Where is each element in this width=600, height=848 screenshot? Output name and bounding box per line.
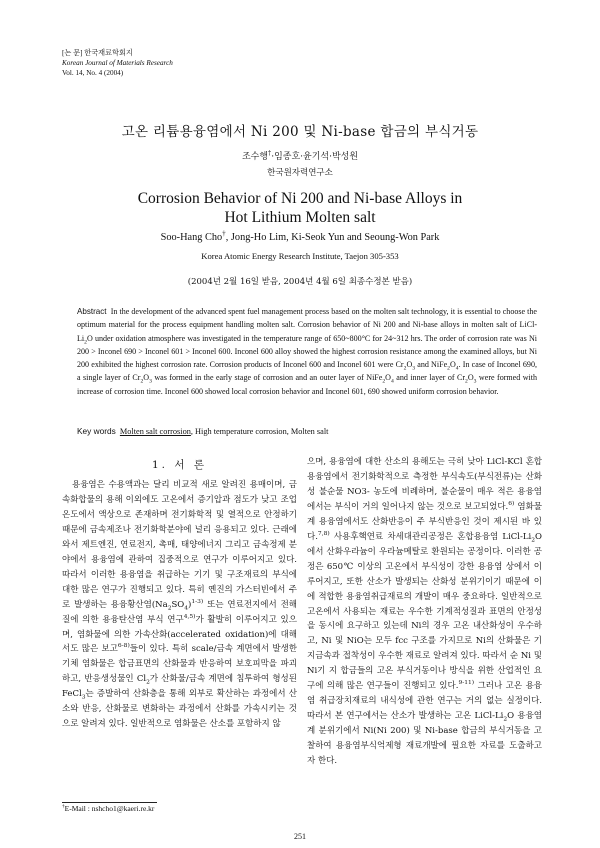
citation: 6-8): [117, 642, 130, 650]
body-text: O에서 산화우라늄이 우라늄메탈로 환원되는 공정이다. 이러한 공정은 650℃ 이상의 고온에서 부식성이 강한 용융염 상에서 이루어지고, 또한 산소가 발생되는 산화성 분위기이기 때문에 이에 적합한 용융염취급재료의 개발이 매우 중요하다. 일반적으로 고온에서 사용되는 재료는 우수한 기계적성질과 표면의 안정성을 동시에 요구하고 있는데 Ni의 경우 고온 내산화성이 우수하고, Ni 및 NiO는 모두 fcc 구조를 가지므로 Ni의 산화물은 기지금속과 접착성이 우수한 재료로 알려져 있다. 따라서 순 Ni 및 Ni기 지 합금들의 고온 부식거동이나 방식을 위한 산업적인 요구에 의해 많은 연구들이 진행되고 있다.: [307, 531, 542, 692]
subscript: 2: [84, 339, 87, 346]
body-text: ): [188, 599, 192, 610]
subscript: 2: [382, 379, 386, 386]
page-number: 251: [294, 832, 306, 841]
keywords-label: Key words: [77, 426, 116, 436]
journal-name: Korean Journal of Materials Research: [62, 59, 173, 67]
korean-coauthors: ·임종호·윤기석·박성원: [271, 152, 359, 162]
subscript: 4: [184, 604, 189, 612]
abstract-text: O: [385, 373, 391, 383]
subscript: 2: [447, 365, 450, 372]
body-text: 가 산화물/금속 계면에 침투하여 형성된 FeCl: [62, 674, 297, 700]
left-column: [62, 478, 297, 732]
abstract-text: and inner layer of Cr: [393, 373, 466, 383]
body-text: 는 증발하여 산화층을 통해 외부로 확산하는 과정에서 산소와 반응, 산화물로 변화하는 과정에서 산화를 가속시키는 것으로 알려져 있다. 일반적으로 염화물은 산소를 포함하지 않: [62, 689, 297, 730]
received-dates: (2004년 2월 16일 받음, 2004년 4월 6일 최종수정본 받음): [187, 277, 413, 287]
abstract-text: . In case of Inconel 690, a single layer of Cr: [77, 360, 537, 383]
keywords: [77, 426, 328, 436]
abstract-text: O: [143, 373, 150, 383]
subscript: 3: [149, 379, 152, 386]
korean-title: 고온 리튬용융염에서 Ni 200 및 Ni-base 합금의 부식거동: [121, 124, 479, 140]
subscript: 3: [412, 365, 416, 372]
body-text: 용융염은 수용액과는 달리 비교적 새로 알려진 용매이며, 금속화합물의 용해 이외에도 고온에서 증기압과 점도가 낮고 조업온도에서 액상으로 존재하며 전기화학적 및 열적으로 안정하기 때문에 금속제조나 전기화학분야에 널리 응용되고 있다. 근래에 와서 제트엔진, 연료전지, 촉매, 태양에너지 그리고 금속정제 분야에서 용융염에 관하여 집중적으로 연구가 이루어지고 있다. 따라서 이러한 용융염을 취급하는 기기 및 구조재료의 부식에 대한 많은 연구가 진행되고 있다. 특히 옌진의 가스터빈에서 주로 발생하는 용융황산염(Na: [62, 480, 297, 610]
body-text: 염화물계 용융염에서도 산화반응이 주 부식반응인 것이 제시된 바 있다.: [307, 501, 542, 542]
footnote: [62, 804, 154, 813]
subscript: 2: [146, 679, 150, 687]
footnote-rule: [62, 802, 157, 803]
footnote-dagger: †: [62, 803, 65, 810]
korean-authors: [0, 149, 600, 162]
abstract-text: O: [467, 373, 474, 383]
abstract: [77, 305, 537, 398]
english-first-author: Soo-Hang Cho: [160, 232, 223, 243]
citation: 6): [508, 500, 515, 508]
section-heading: 1. 서 론: [152, 459, 207, 471]
citation: 9-11): [458, 679, 475, 687]
intro-paragraph: [62, 478, 297, 732]
subscript: 2: [167, 604, 172, 612]
english-authors: [0, 229, 600, 243]
citation: 1-3): [191, 597, 204, 605]
abstract-text: was formed in the early stage of corrosion and an outer layer of NiFe: [151, 373, 383, 383]
journal-header: [62, 48, 173, 78]
subscript: 2: [531, 536, 536, 544]
body-text: 사용후핵연료 차세대관리공정은 혼합용융염 LiCl-Li: [329, 531, 532, 542]
journal-volume: Vol. 14, No. 4 (2004): [62, 69, 124, 77]
subscript: 2: [403, 365, 407, 372]
abstract-label: Abstract: [77, 307, 107, 316]
body-text: 또는 연료전지에서 전해질에 의한 용융탄산염 부식 연구: [62, 599, 297, 625]
english-title: [0, 189, 600, 227]
footnote-email: E-Mail : nshcho1@kaeri.re.kr: [64, 804, 155, 813]
keyword-underlined: Molten salt corrosion: [119, 427, 191, 436]
subscript: 2: [503, 715, 508, 723]
english-affiliation: Korea Atomic Energy Research Institute, Taejon 305-353: [201, 251, 399, 261]
citation: 7,8): [317, 529, 330, 537]
subscript: 4: [455, 365, 459, 372]
citation: 4,5): [183, 612, 196, 620]
body-text: SO: [171, 599, 185, 610]
corresponding-dagger: †: [268, 150, 272, 157]
subscript: 3: [473, 379, 477, 386]
body-text: 으며, 용융염에 대한 산소의 용해도는 극히 낮아 LiCl-KCl 혼합용융염에서 전기화학적으로 측정한 부식속도(부식전류)는 산화성 불순물 NO3- 농도에 비례하며, 불순물이 매우 적은 용융염에서는 부식이 거의 일어나지 않는 것으로 보고되었다.: [307, 457, 542, 512]
intro-continuation: [307, 455, 542, 769]
subscript: 2: [140, 379, 144, 386]
journal-category: [논 문] 한국재료학회지: [62, 49, 133, 57]
english-title-line2: Hot Lithium Molten salt: [224, 209, 376, 226]
english-coauthors: , Jong-Ho Lim, Ki-Seok Yun and Seoung-Won Park: [225, 232, 440, 243]
korean-affiliation: 한국원자력연구소: [267, 168, 333, 178]
korean-first-author: 조수행: [241, 152, 269, 162]
abstract-text: O under oxidation atmosphere was investigated in the temperature range of 650~800°C for 24~312 hrs. The order of corrosion rate was Ni 200 > Inconel 690 > Inconel 601 > Inconel 600. Inconel 600 alloy showed the highest corrosion resistance among the examined alloys, but Ni 200 exhibited the highest corrosion rate. Corrosion products of Inconel 600 and Inconel 601 were Cr: [77, 333, 537, 370]
subscript: 3: [81, 694, 86, 702]
abstract-text: O: [406, 360, 413, 370]
abstract-text: O: [449, 360, 456, 370]
abstract-text: were formed with increase of corrosion time. Inconel 600 showed local corrosion behavior and Inconel 601, 690 showed uniform corrosion behavior.: [77, 373, 538, 396]
body-text: 들이 있다. 특히 scale/금속 계면에서 발생한 기체 염화물은 합금표면의 산화물과 반응하여 보호피막을 파괴하고, 반응생성물인 Cl: [62, 644, 297, 685]
body-text: 그러나 고온 용융염 취급장치재료의 내식성에 관한 연구는 거의 없는 실정이다. 따라서 본 연구에서는 산소가 발생하는 고온 LiCl-Li: [307, 681, 542, 722]
body-text: O 용융염계 분위기에서 Ni(Ni 200) 및 Ni-base 합금의 부식거동을 고찰하여 용융염부식억제형 재료개발에 필요한 자료를 도출하고자 한다.: [307, 711, 542, 767]
body-text: 가 활발히 이루어지고 있으며, 염화물에 의한 가속산화(accelerated oxidation)에 대해서도 많은 보고: [62, 614, 297, 655]
keywords-rest: , High temperature corrosion, Molten salt: [190, 427, 329, 436]
subscript: 2: [465, 379, 468, 386]
subscript: 4: [390, 379, 394, 386]
abstract-text: and NiFe: [415, 360, 448, 370]
abstract-text: In the development of the advanced spent fuel management process based on the molten salt technology, it is essential to choose the optimum material for the process equipment handling molten salt. Corrosion behavior of Ni 200 and Ni-base alloys in molten salt of LiCl-Li: [77, 307, 537, 343]
english-corresponding-dagger: †: [222, 229, 226, 238]
english-title-line1: Corrosion Behavior of Ni 200 and Ni-base Alloys in: [137, 190, 463, 207]
right-column: [307, 455, 542, 769]
